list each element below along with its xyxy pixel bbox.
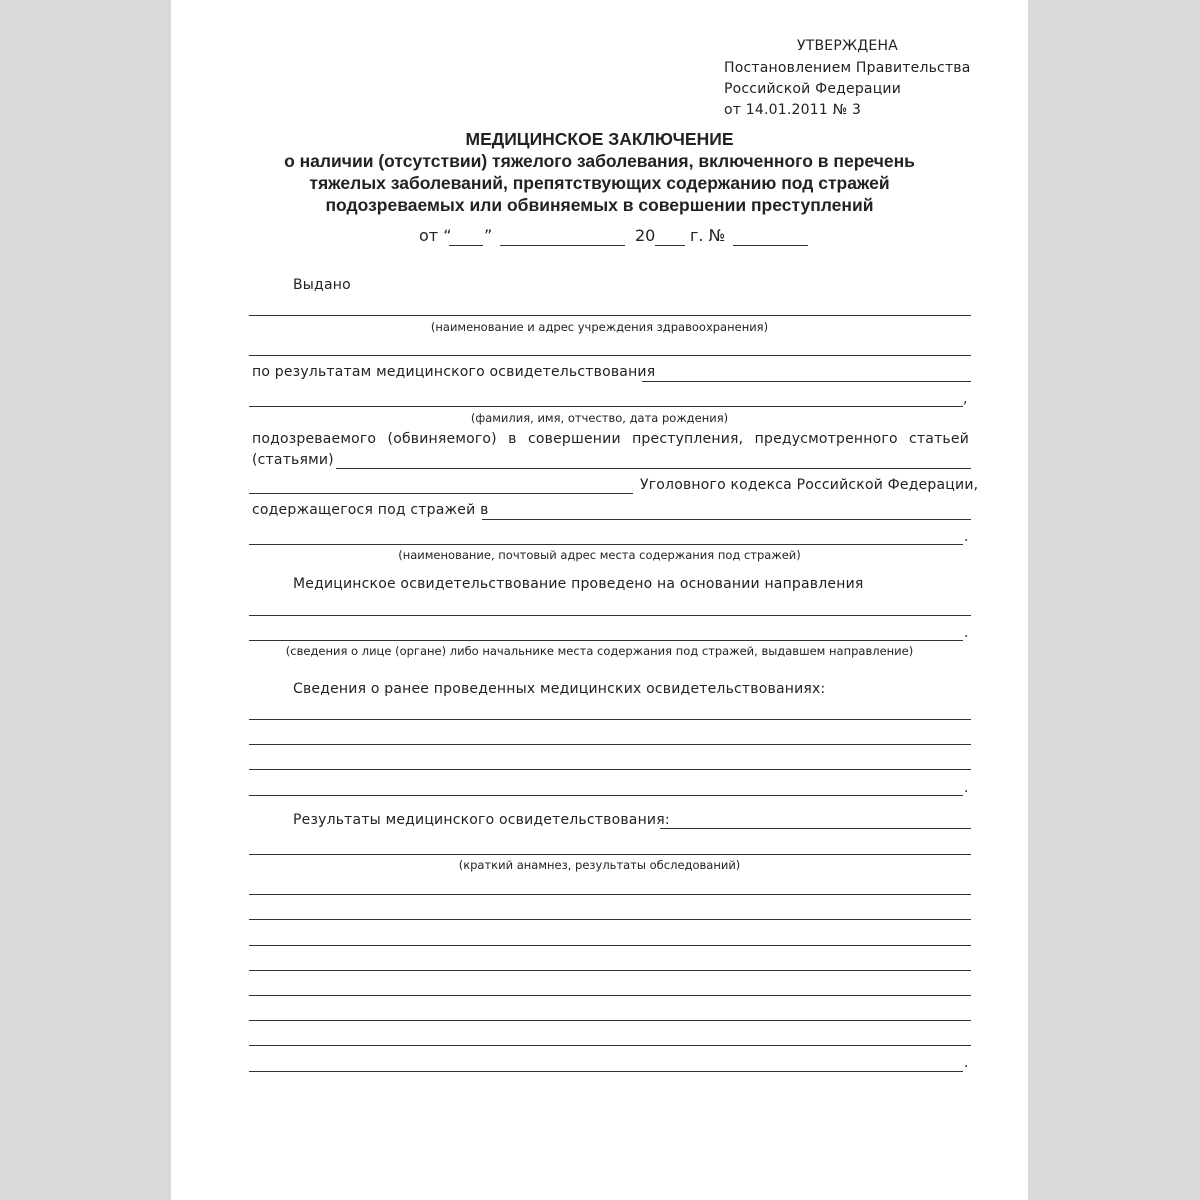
by-results-line[interactable]: [642, 381, 971, 382]
document-page: [171, 0, 1028, 1200]
basis-label: Медицинское освидетельствование проведено на основании направления: [293, 576, 864, 592]
number-blank[interactable]: [733, 245, 808, 246]
year-blank[interactable]: [655, 245, 685, 246]
previous-line-4[interactable]: [249, 795, 963, 796]
articles-line[interactable]: [336, 468, 971, 469]
approval-line-3: от 14.01.2011 № 3: [724, 102, 862, 118]
criminal-code-label: Уголовного кодекса Российской Федерации,: [640, 477, 979, 493]
document-title: МЕДИЦИНСКОЕ ЗАКЛЮЧЕНИЕ: [465, 129, 734, 149]
results-line-5[interactable]: [249, 970, 971, 971]
by-results-label: по результатам медицинского освидетельствования: [252, 364, 656, 380]
articles-label: (статьями): [252, 452, 334, 468]
date-quote-close: ”: [484, 226, 493, 245]
month-blank[interactable]: [500, 245, 625, 246]
results-label: Результаты медицинского освидетельствования:: [293, 812, 670, 828]
results-line-9[interactable]: [249, 1071, 963, 1072]
articles-line-2[interactable]: [249, 493, 633, 494]
previous-line-period: .: [964, 780, 969, 796]
person-line-comma: ,: [963, 391, 968, 407]
approval-line-2: Российской Федерации: [724, 81, 902, 97]
held-in-line[interactable]: [482, 519, 971, 520]
held-in-label: содержащегося под стражей в: [252, 502, 489, 518]
year-prefix: 20: [635, 226, 656, 245]
approval-heading: УТВЕРЖДЕНА: [797, 38, 898, 54]
detention-line-period: .: [964, 529, 969, 545]
previous-line-1[interactable]: [249, 719, 971, 720]
results-line-4[interactable]: [249, 945, 971, 946]
detention-line[interactable]: [249, 544, 963, 545]
results-line-7[interactable]: [249, 1020, 971, 1021]
person-line[interactable]: [249, 406, 963, 407]
caption-results: (краткий анамнез, результаты обследований): [458, 858, 741, 872]
previous-exams-label: Сведения о ранее проведенных медицинских освидетельствованиях:: [293, 681, 826, 697]
caption-detention: (наименование, почтовый адрес места содержания под стражей): [398, 548, 801, 562]
caption-institution: (наименование и адрес учреждения здравоохранения): [430, 320, 769, 334]
caption-person: (фамилия, имя, отчество, дата рождения): [470, 411, 729, 425]
issued-label: Выдано: [293, 277, 351, 293]
results-line-8[interactable]: [249, 1045, 971, 1046]
basis-line-1[interactable]: [249, 615, 971, 616]
number-label: г. №: [690, 226, 726, 245]
caption-referral: (сведения о лице (органе) либо начальнике места содержания под стражей, выдавшем направление): [285, 644, 914, 658]
date-from-label: от “: [419, 226, 452, 245]
institution-line-1[interactable]: [249, 315, 971, 316]
results-line-0[interactable]: [660, 828, 971, 829]
document-subtitle-1: о наличии (отсутствии) тяжелого заболевания, включенного в перечень: [284, 151, 915, 171]
previous-line-2[interactable]: [249, 744, 971, 745]
previous-line-3[interactable]: [249, 769, 971, 770]
results-line-period: .: [964, 1055, 969, 1071]
day-blank[interactable]: [449, 245, 483, 246]
results-line-3[interactable]: [249, 919, 971, 920]
results-line-1[interactable]: [249, 854, 971, 855]
basis-line-2[interactable]: [249, 640, 963, 641]
document-subtitle-3: подозреваемых или обвиняемых в совершении преступлений: [325, 195, 874, 215]
approval-line-1: Постановлением Правительства: [724, 60, 971, 76]
suspect-text: подозреваемого (обвиняемого) в совершении преступления, предусмотренного статьей: [252, 431, 969, 447]
results-line-6[interactable]: [249, 995, 971, 996]
results-line-2[interactable]: [249, 894, 971, 895]
basis-line-period: .: [964, 625, 969, 641]
institution-line-2[interactable]: [249, 355, 971, 356]
document-subtitle-2: тяжелых заболеваний, препятствующих содержанию под стражей: [309, 173, 890, 193]
